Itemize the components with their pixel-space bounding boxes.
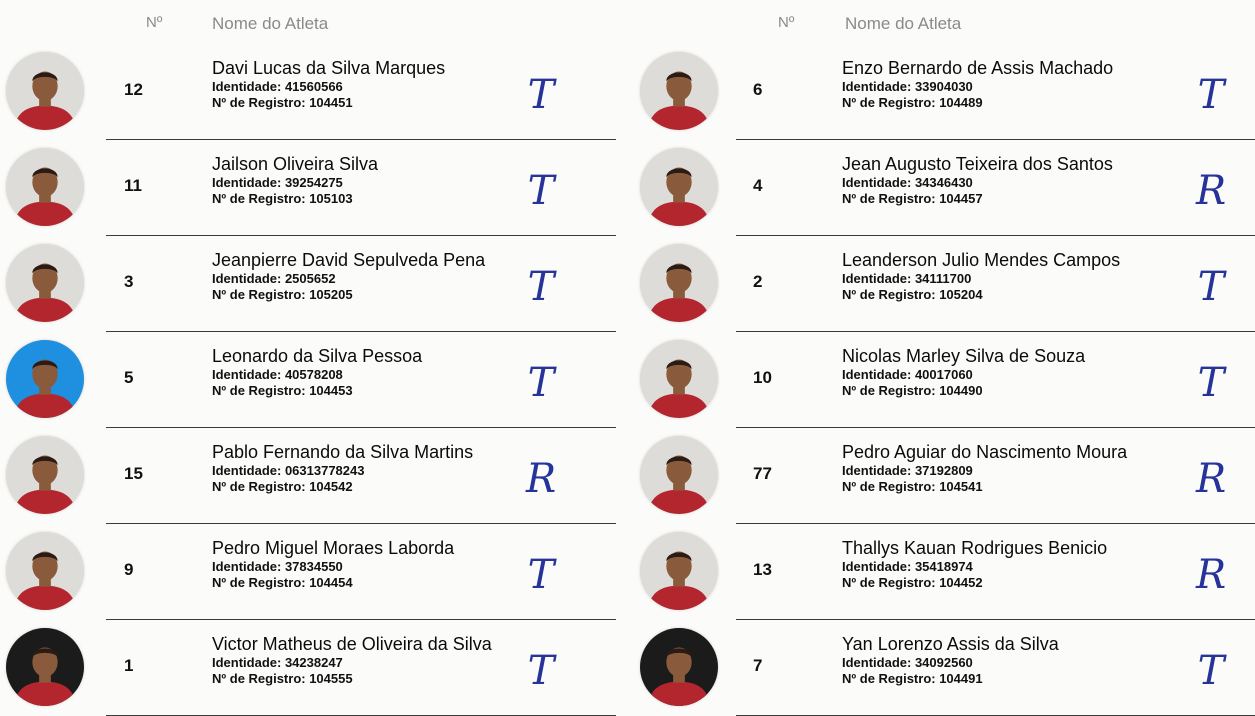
athlete-info: [212, 58, 445, 111]
left-column: [0, 0, 620, 705]
athlete-number: 1: [124, 656, 134, 675]
athlete-info: [842, 154, 1113, 207]
athlete-number: 2: [753, 272, 763, 291]
athlete-name: Pablo Fernando da Silva Martins: [212, 442, 474, 462]
athlete-photo: [6, 532, 84, 610]
athlete-info: [842, 250, 1120, 303]
athlete-photo: [640, 532, 718, 610]
name-header: Nome do Atleta: [845, 14, 962, 33]
handwritten-mark: R: [1195, 552, 1227, 598]
athlete-name: Nicolas Marley Silva de Souza: [842, 346, 1086, 366]
athlete-row: [0, 44, 620, 140]
athlete-number: 3: [124, 272, 134, 291]
athlete-info: [842, 634, 1059, 687]
athlete-number: 4: [753, 176, 763, 195]
athlete-identidade: Identidade: 06313778243: [212, 463, 365, 478]
athlete-number: 13: [753, 560, 772, 579]
athlete-photo: [640, 52, 718, 130]
athlete-row: [0, 236, 620, 332]
athlete-identidade: Identidade: 41560566: [212, 79, 343, 94]
handwritten-mark: T: [527, 72, 555, 118]
athlete-photo: [6, 244, 84, 322]
handwritten-mark: T: [527, 264, 555, 310]
handwritten-mark: T: [527, 168, 555, 214]
athlete-registro: Nº de Registro: 104453: [212, 383, 353, 398]
athlete-identidade: Identidade: 40017060: [842, 367, 973, 382]
athlete-identidade: Identidade: 34238247: [212, 655, 343, 670]
athlete-registro: Nº de Registro: 104542: [212, 479, 353, 494]
athlete-registro: Nº de Registro: 105103: [212, 191, 353, 206]
athlete-row: [636, 140, 1255, 236]
athlete-name: Jailson Oliveira Silva: [212, 154, 379, 174]
handwritten-mark: T: [1197, 360, 1225, 406]
athlete-number: 77: [753, 464, 772, 483]
athlete-registro: Nº de Registro: 104489: [842, 95, 983, 110]
handwritten-mark: T: [527, 552, 555, 598]
column-header: [636, 14, 1255, 38]
athlete-row: [636, 236, 1255, 332]
athlete-row: [0, 524, 620, 620]
athlete-info: [842, 58, 1113, 111]
athlete-identidade: Identidade: 34346430: [842, 175, 973, 190]
athlete-number: 5: [124, 368, 134, 387]
athlete-number: 7: [753, 656, 763, 675]
athlete-info: [842, 346, 1085, 399]
athlete-name: Pedro Aguiar do Nascimento Moura: [842, 442, 1128, 462]
athlete-number: 12: [124, 80, 143, 99]
athlete-photo: [640, 244, 718, 322]
athlete-photo: [640, 148, 718, 226]
athlete-identidade: Identidade: 34111700: [842, 271, 972, 286]
athlete-registro: Nº de Registro: 104491: [842, 671, 983, 686]
handwritten-mark: R: [525, 456, 557, 502]
right-column: [636, 0, 1255, 705]
athlete-row: [0, 620, 620, 716]
athlete-registro: Nº de Registro: 105204: [842, 287, 983, 302]
handwritten-mark: T: [1197, 264, 1225, 310]
handwritten-mark: T: [527, 360, 555, 406]
athlete-identidade: Identidade: 33904030: [842, 79, 973, 94]
athlete-identidade: Identidade: 40578208: [212, 367, 343, 382]
athlete-info: [212, 538, 454, 591]
athlete-info: [842, 538, 1107, 591]
athlete-number: 10: [753, 368, 772, 387]
athlete-photo: [640, 436, 718, 514]
athlete-identidade: Identidade: 39254275: [212, 175, 343, 190]
athlete-info: [212, 346, 422, 399]
athlete-row: [0, 332, 620, 428]
athlete-info: [212, 250, 485, 303]
athlete-name: Enzo Bernardo de Assis Machado: [842, 58, 1114, 78]
athlete-name: Yan Lorenzo Assis da Silva: [842, 634, 1059, 654]
athlete-info: [212, 634, 492, 687]
athlete-name: Leonardo da Silva Pessoa: [212, 346, 423, 366]
athlete-photo: [6, 436, 84, 514]
name-header: Nome do Atleta: [212, 14, 329, 33]
athlete-number: 6: [753, 80, 763, 99]
handwritten-mark: R: [1195, 456, 1227, 502]
athlete-photo: [640, 340, 718, 418]
athlete-registro: Nº de Registro: 104490: [842, 383, 983, 398]
athlete-identidade: Identidade: 35418974: [842, 559, 973, 574]
number-header: Nº: [146, 14, 163, 31]
athlete-registro: Nº de Registro: 104457: [842, 191, 983, 206]
athlete-photo: [6, 628, 84, 706]
athlete-photo: [640, 628, 718, 706]
athlete-name: Davi Lucas da Silva Marques: [212, 58, 446, 78]
athlete-registro: Nº de Registro: 104555: [212, 671, 353, 686]
athlete-registro: Nº de Registro: 104452: [842, 575, 983, 590]
handwritten-mark: T: [527, 648, 555, 694]
athlete-name: Pedro Miguel Moraes Laborda: [212, 538, 455, 558]
athlete-row: [636, 428, 1255, 524]
athlete-number: 15: [124, 464, 143, 483]
athlete-info: [212, 154, 378, 207]
athlete-identidade: Identidade: 37192809: [842, 463, 973, 478]
handwritten-mark: T: [1197, 648, 1225, 694]
column-header: [0, 14, 620, 38]
athlete-name: Jeanpierre David Sepulveda Pena: [212, 250, 486, 270]
athlete-row: [0, 140, 620, 236]
athlete-row: [636, 44, 1255, 140]
athlete-identidade: Identidade: 34092560: [842, 655, 973, 670]
athlete-registro: Nº de Registro: 105205: [212, 287, 353, 302]
athlete-identidade: Identidade: 37834550: [212, 559, 343, 574]
athlete-name: Thallys Kauan Rodrigues Benicio: [842, 538, 1108, 558]
handwritten-mark: T: [1197, 72, 1225, 118]
handwritten-mark: R: [1195, 168, 1227, 214]
athlete-number: 9: [124, 560, 134, 579]
athlete-photo: [6, 148, 84, 226]
athlete-name: Jean Augusto Teixeira dos Santos: [842, 154, 1113, 174]
athlete-registro: Nº de Registro: 104541: [842, 479, 983, 494]
athlete-photo: [6, 340, 84, 418]
athlete-row: [636, 524, 1255, 620]
athlete-registro: Nº de Registro: 104454: [212, 575, 353, 590]
athlete-registro: Nº de Registro: 104451: [212, 95, 353, 110]
number-header: Nº: [778, 14, 795, 31]
athlete-name: Leanderson Julio Mendes Campos: [842, 250, 1121, 270]
athlete-row: [636, 620, 1255, 716]
athlete-info: [842, 442, 1127, 495]
athlete-name: Victor Matheus de Oliveira da Silva: [212, 634, 492, 654]
athlete-identidade: Identidade: 2505652: [212, 271, 336, 286]
athlete-number: 11: [124, 176, 142, 195]
athlete-info: [212, 442, 473, 495]
athlete-row: [0, 428, 620, 524]
athlete-row: [636, 332, 1255, 428]
athlete-photo: [6, 52, 84, 130]
